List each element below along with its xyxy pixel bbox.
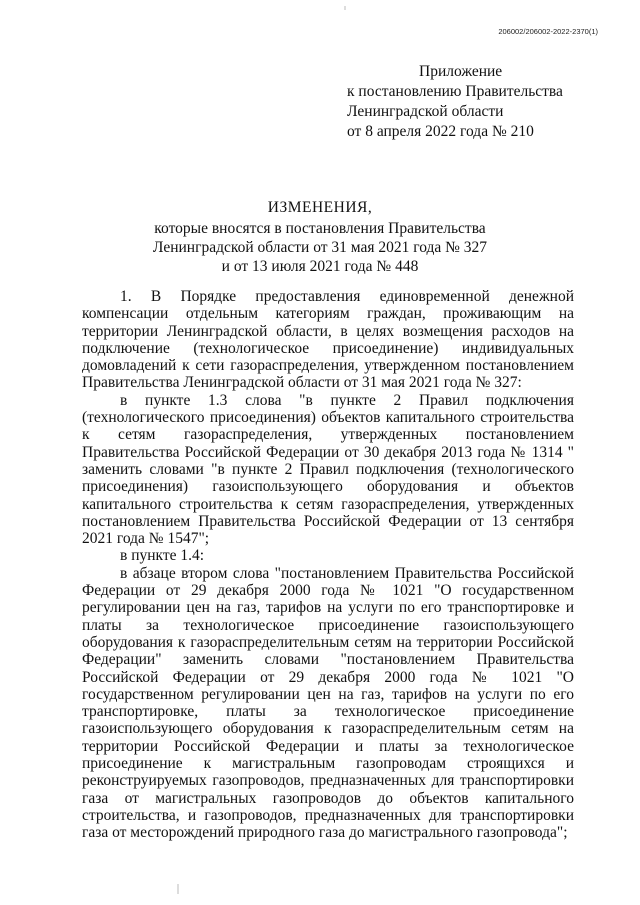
- appendix-block: [347, 62, 563, 142]
- document-code: 206002/206002-2022-2370(1): [498, 27, 598, 36]
- paragraph-item-1: 1. В Порядке предоставления единовременной денежной компенсации отдельным категориям граждан, проживающим на территории Ленинградской области, в целях возмещения расходов на подключение (технологическое присоединение) индивидуальных домовладений к сети газораспределения, утвержденном постановлением Правительства Ленинградской области от 31 мая 2021 года № 327:: [82, 288, 574, 392]
- document-body: [82, 288, 574, 842]
- paragraph-item-1-4-a: в абзаце втором слова "постановлением Правительства Российской Федерации от 29 декабря 2000 года № 1021 "О государственном регулировании цен на газ, тарифов на услуги по его транспортировке и платы за технологическое присоединение газоиспользующего оборудования к газораспределительным сетям на территории Российской Федерации" заменить словами "постановлением Правительства Российской Федерации от 29 декабря 2000 года № 1021 "О государственном регулировании цен на газ, тарифов на услуги по его транспортировке, платы за технологическое присоединение газоиспользующего оборудования к газораспределительным сетям на территории Российской Федерации и платы за технологическое присоединение к магистральным газопроводам строящихся и реконструируемых газопроводов, предназначенных для транспортировки газа от магистральных газопроводов до объектов капитального строительства, и газопроводов, предназначенных для транспортировки газа от месторождений природного газа до магистрального газопровода";: [82, 564, 574, 842]
- heading-line-2: Ленинградской области от 31 мая 2021 года № 327: [152, 239, 488, 256]
- appendix-line-4: от 8 апреля 2022 года № 210: [347, 123, 534, 140]
- heading-line-3: и от 13 июля 2021 года № 448: [221, 258, 419, 275]
- document-heading: [0, 198, 640, 276]
- paragraph-item-1-3: в пункте 1.3 слова "в пункте 2 Правил подключения (технологического присоединения) объектов капитального строительства к сетям газораспределения, утвержденных постановлением Правительства Российской Федерации от 30 декабря 2013 года № 1314 " заменить словами "в пункте 2 Правил подключения (технологического присоединения) газоиспользующего оборудования и объектов капитального строительства к сетям газораспределения, утвержденных постановлением Правительства Российской Федерации от 13 сентября 2021 года № 1547";: [82, 391, 574, 548]
- heading-line-1: которые вносятся в постановления Правительства: [154, 220, 486, 237]
- appendix-line-2: к постановлению Правительства: [347, 83, 563, 100]
- appendix-line-1: Приложение: [419, 63, 503, 80]
- heading-title: ИЗМЕНЕНИЯ,: [267, 199, 373, 216]
- paragraph-item-1-4: в пункте 1.4:: [120, 547, 205, 565]
- appendix-line-3: Ленинградской области: [347, 103, 504, 120]
